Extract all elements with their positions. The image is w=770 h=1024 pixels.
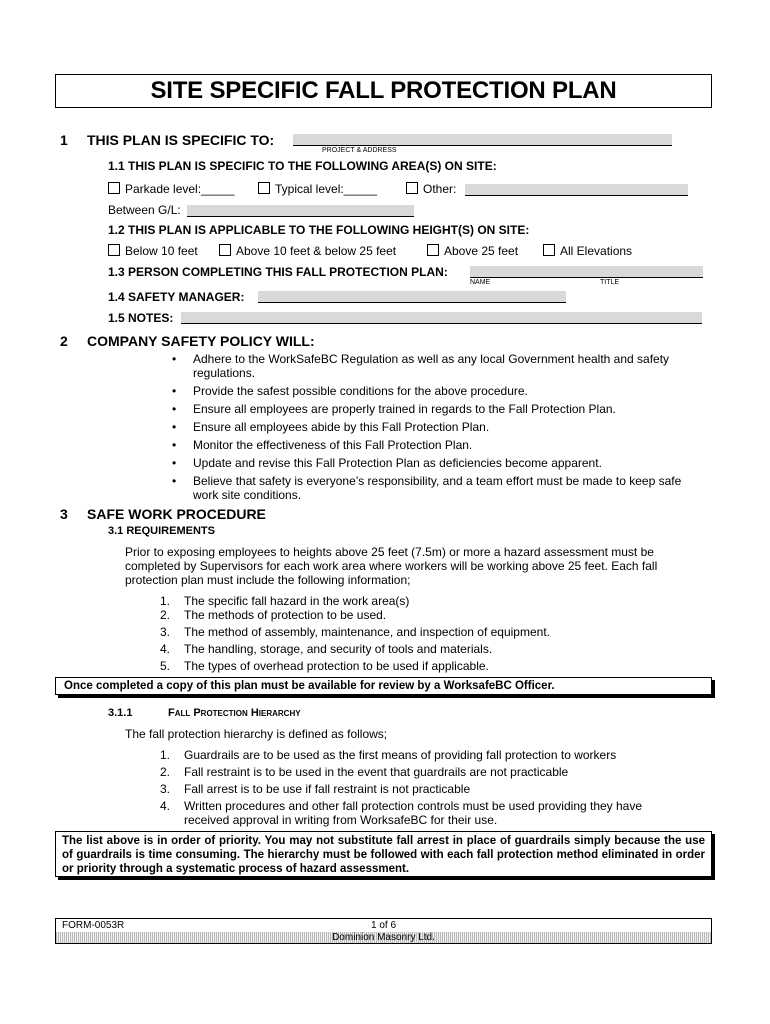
parkade-level-option[interactable]: [108, 182, 234, 196]
section-1-2-label: 1.2 THIS PLAN IS APPLICABLE TO THE FOLLOWING HEIGHT(S) ON SITE:: [108, 223, 530, 237]
hierarchy-item-number: 4.: [160, 799, 171, 813]
other-field[interactable]: [465, 184, 688, 196]
requirement-item: The methods of protection to be used.: [184, 608, 387, 622]
title-box: [55, 74, 712, 108]
section-1-number: 1: [60, 132, 68, 148]
hierarchy-item: Fall restraint is to be used in the event that guardrails are not practicable: [184, 765, 569, 779]
all-elevations-label: All Elevations: [560, 244, 633, 258]
parkade-label: Parkade level:_____: [125, 182, 235, 196]
between-gl-label: Between G/L:: [108, 203, 181, 217]
bullet-icon: •: [172, 420, 177, 434]
policy-item: Ensure all employees abide by this Fall Protection Plan.: [193, 420, 490, 434]
section-3-1-1-number: 3.1.1: [108, 707, 133, 719]
page-number: 1 of 6: [370, 920, 397, 931]
hierarchy-item: Written procedures and other fall protection controls must be used providing they have received approval in writing from WorksafeBC for their use.: [184, 799, 643, 827]
section-3-1-1-label: Fall Protection Hierarchy: [168, 707, 301, 719]
section-3-heading: SAFE WORK PROCEDURE: [87, 506, 266, 522]
typical-label: Typical level:_____: [275, 182, 378, 196]
parkade-checkbox[interactable]: [108, 182, 120, 194]
typical-level-option[interactable]: [258, 182, 377, 196]
safety-manager-field[interactable]: [258, 291, 566, 303]
requirement-item: The handling, storage, and security of tools and materials.: [184, 642, 493, 656]
requirement-item: The specific fall hazard in the work area(s): [184, 594, 410, 608]
priority-note-text: The list above is in order of priority. You may not substitute fall arrest in place of guardrails simply because the use of guardrails is time consuming. The hierarchy must be followed with each fall protection method eliminated in order or priority through a systematic process of hazard assessment.: [62, 835, 705, 875]
requirement-item-number: 5.: [160, 659, 171, 673]
section-3-1-label: 3.1 REQUIREMENTS: [108, 525, 215, 537]
review-note-text: Once completed a copy of this plan must be available for review by a WorksafeBC Officer.: [64, 680, 555, 692]
bullet-icon: •: [172, 402, 177, 416]
company-name: Dominion Masonry Ltd.: [332, 932, 435, 943]
requirement-item-number: 3.: [160, 625, 171, 639]
bullet-icon: •: [172, 352, 177, 366]
hierarchy-item-number: 3.: [160, 782, 171, 796]
above-25-label: Above 25 feet: [444, 244, 519, 258]
policy-item: Update and revise this Fall Protection Plan as deficiencies become apparent.: [193, 456, 602, 470]
below-10-checkbox[interactable]: [108, 244, 120, 256]
name-caption: NAME: [470, 279, 491, 286]
policy-item: Believe that safety is everyone’s responsibility, and a team effort must be made to keep safe work site conditions.: [193, 474, 682, 502]
notes-field[interactable]: [181, 312, 702, 324]
10-to-25-checkbox[interactable]: [219, 244, 231, 256]
above-25-checkbox[interactable]: [427, 244, 439, 256]
typical-checkbox[interactable]: [258, 182, 270, 194]
person-completing-field[interactable]: [470, 266, 703, 278]
below-10-option[interactable]: [108, 244, 198, 258]
hierarchy-item: Fall arrest is to be use if fall restraint is not practicable: [184, 782, 471, 796]
hierarchy-intro: The fall protection hierarchy is defined as follows;: [125, 727, 388, 741]
section-1-5-label: 1.5 NOTES:: [108, 311, 174, 325]
requirement-item-number: 2.: [160, 608, 171, 622]
between-gl-field[interactable]: [187, 205, 414, 217]
bullet-icon: •: [172, 438, 177, 452]
requirements-intro: Prior to exposing employees to heights above 25 feet (7.5m) or more a hazard assessment must be completed by Supervisors for each work area where workers will be working above 25 feet. Each fall protection plan must include the following information;: [125, 545, 658, 587]
section-2-number: 2: [60, 333, 68, 349]
project-address-field[interactable]: [293, 134, 672, 146]
section-1-4-label: 1.4 SAFETY MANAGER:: [108, 290, 245, 304]
page-title: SITE SPECIFIC FALL PROTECTION PLAN: [150, 77, 617, 104]
priority-note: [55, 831, 712, 877]
10-to-25-label: Above 10 feet & below 25 feet: [236, 244, 397, 258]
policy-item: Ensure all employees are properly trained in regards to the Fall Protection Plan.: [193, 402, 616, 416]
section-1-1-label: 1.1 THIS PLAN IS SPECIFIC TO THE FOLLOWING AREA(S) ON SITE:: [108, 159, 497, 173]
bullet-icon: •: [172, 456, 177, 470]
requirement-item: The types of overhead protection to be used if applicable.: [184, 659, 489, 673]
other-label: Other:: [423, 182, 457, 196]
section-3-number: 3: [60, 506, 68, 522]
form-number: FORM-0053R: [62, 920, 125, 931]
section-1-3-label: 1.3 PERSON COMPLETING THIS FALL PROTECTION PLAN:: [108, 265, 448, 279]
section-1-heading: THIS PLAN IS SPECIFIC TO:: [87, 132, 275, 148]
bullet-icon: •: [172, 384, 177, 398]
title-caption: TITLE: [600, 279, 620, 286]
requirement-item: The method of assembly, maintenance, and inspection of equipment.: [184, 625, 550, 639]
section-2-heading: COMPANY SAFETY POLICY WILL:: [87, 333, 315, 349]
above-25-option[interactable]: [427, 244, 518, 258]
review-note: [55, 677, 712, 695]
policy-item: Adhere to the WorkSafeBC Regulation as well as any local Government health and safety regulations.: [193, 352, 670, 380]
hierarchy-item-number: 1.: [160, 748, 171, 762]
footer: [55, 918, 712, 944]
below-10-label: Below 10 feet: [125, 244, 198, 258]
project-address-label: PROJECT & ADDRESS: [322, 147, 397, 154]
other-option[interactable]: [406, 182, 456, 196]
all-elevations-option[interactable]: [543, 244, 632, 258]
all-elevations-checkbox[interactable]: [543, 244, 555, 256]
bullet-icon: •: [172, 474, 177, 488]
hierarchy-item-number: 2.: [160, 765, 171, 779]
other-checkbox[interactable]: [406, 182, 418, 194]
hierarchy-item: Guardrails are to be used as the first means of providing fall protection to workers: [184, 748, 617, 762]
requirement-item-number: 4.: [160, 642, 171, 656]
policy-item: Monitor the effectiveness of this Fall Protection Plan.: [193, 438, 473, 452]
10-to-25-option[interactable]: [219, 244, 396, 258]
requirement-item-number: 1.: [160, 594, 171, 608]
policy-item: Provide the safest possible conditions for the above procedure.: [193, 384, 528, 398]
